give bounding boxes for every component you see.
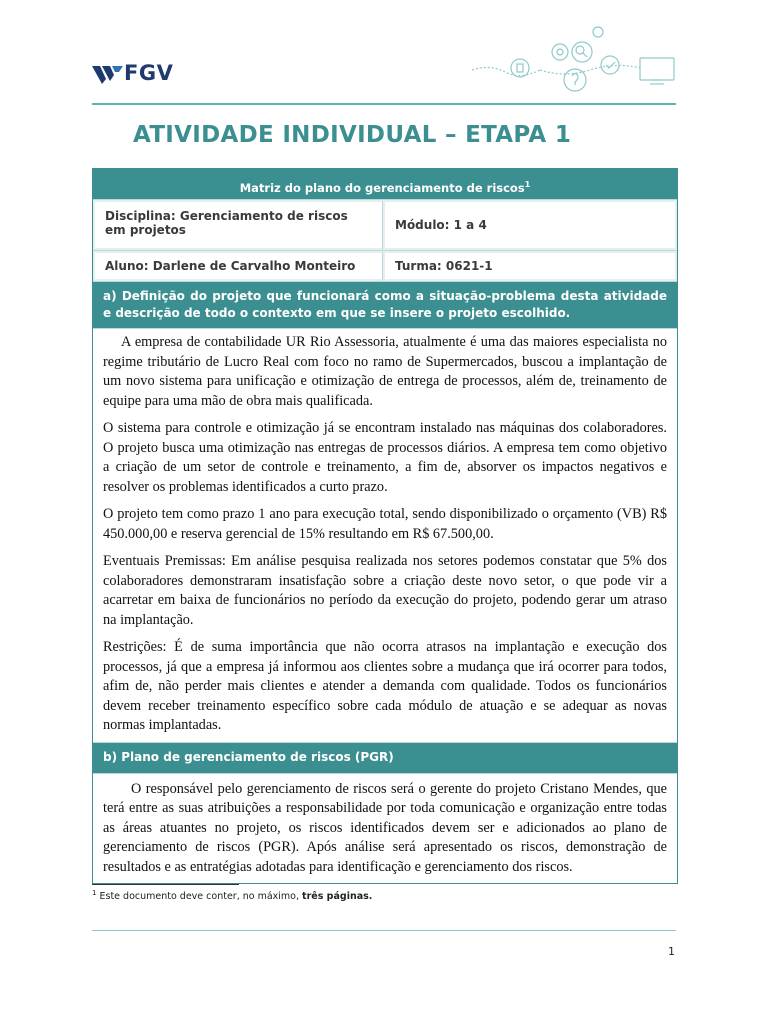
paragraph: A empresa de contabilidade UR Rio Assessoria, atualmente é uma das maiores especialista no regime tributário de Lucro Real com foco no ramo de Supermercados, buscou a implantação de um novo sistema para unificação e otimização de entrega de processos, além de, treinamento de equipe para uma mão de obra mais qualificada. bbox=[103, 334, 667, 409]
discipline-row bbox=[93, 200, 677, 251]
footer-rule bbox=[92, 930, 676, 931]
footnote-text: Este documento deve conter, no máximo, bbox=[99, 891, 303, 903]
discipline-cell: Disciplina: Gerenciamento de riscos em projetos bbox=[93, 200, 383, 250]
paragraph: O projeto tem como prazo 1 ano para execução total, sendo disponibilizado o orçamento (VB) R$ 450.000,00 e reserva gerencial de 15% resultando em R$ 67.500,00. bbox=[103, 506, 667, 542]
risk-matrix-table bbox=[92, 168, 678, 884]
student-row bbox=[93, 251, 677, 282]
fgv-logo-mark-icon bbox=[92, 63, 124, 85]
footnote-mark: 1 bbox=[92, 889, 97, 897]
technology-decoration-icon bbox=[470, 20, 680, 100]
paragraph: O sistema para controle e otimização já se encontram instalado nas máquinas dos colaboradores. O projeto busca uma otimização nas entregas de processos diários. A empresa tem como objetivo a criação de um setor de controle e treinamento, a fim de, absorver os impactos negativos e resolver os problemas identificados a curto prazo. bbox=[103, 420, 667, 495]
footnote-emphasis: três páginas. bbox=[302, 891, 373, 903]
logo-text: FGV bbox=[124, 61, 174, 85]
page-title: ATIVIDADE INDIVIDUAL – ETAPA 1 bbox=[133, 122, 572, 148]
paragraph: Restrições: É de suma importância que não ocorra atrasos na implantação e execução dos processos, já que a empresa já informou aos clientes sobre a mudança que irá ocorrer para todos, afim de, não perder mais clientes e atender a demanda com qualidade. Todos os funcionários devem receber treinamento específico sobre cada módulo de atuação e se adequar as novas normas implantadas. bbox=[103, 639, 667, 733]
section-b-body bbox=[93, 774, 677, 884]
fgv-logo bbox=[92, 63, 212, 87]
footnote-reference: 1 bbox=[524, 180, 531, 189]
section-a-body bbox=[93, 329, 677, 743]
section-a-heading: a) Definição do projeto que funcionará como a situação-problema desta atividade e descrição de todo o contexto em que se insere o projeto escolhido. bbox=[93, 282, 677, 329]
paragraph: Eventuais Premissas: Em análise pesquisa realizada nos setores podemos constatar que 5% dos colaboradores demonstraram insatisfação sobre a criação deste novo setor, o que pode vir a acarretar em baixa de funcionários no período da execução do projeto, podendo gerar um atraso na implantação. bbox=[103, 553, 667, 628]
table-heading bbox=[93, 169, 677, 200]
page-header bbox=[0, 0, 768, 110]
section-b-heading: b) Plano de gerenciamento de riscos (PGR) bbox=[93, 743, 677, 774]
table-heading-text: Matriz do plano do gerenciamento de riscos bbox=[239, 180, 525, 195]
module-cell: Módulo: 1 a 4 bbox=[383, 200, 677, 250]
header-rule bbox=[92, 103, 676, 105]
student-cell: Aluno: Darlene de Carvalho Monteiro bbox=[93, 251, 383, 281]
page-number: 1 bbox=[668, 945, 675, 958]
footnote bbox=[92, 889, 372, 902]
footnote-rule bbox=[92, 884, 239, 885]
paragraph: O responsável pelo gerenciamento de riscos será o gerente do projeto Cristano Mendes, que terá entre as suas atribuições a responsabilidade por toda comunicação e organização entre todas as áreas atuantes no projeto, os riscos identificados devem ser e adicionados ao plano de gerenciamento de riscos (PGR). Após análise será apresentado os riscos, demonstração de resultados e as entratégias adotadas para identificação e gerenciamento dos riscos. bbox=[103, 780, 667, 875]
class-cell: Turma: 0621-1 bbox=[383, 251, 677, 281]
